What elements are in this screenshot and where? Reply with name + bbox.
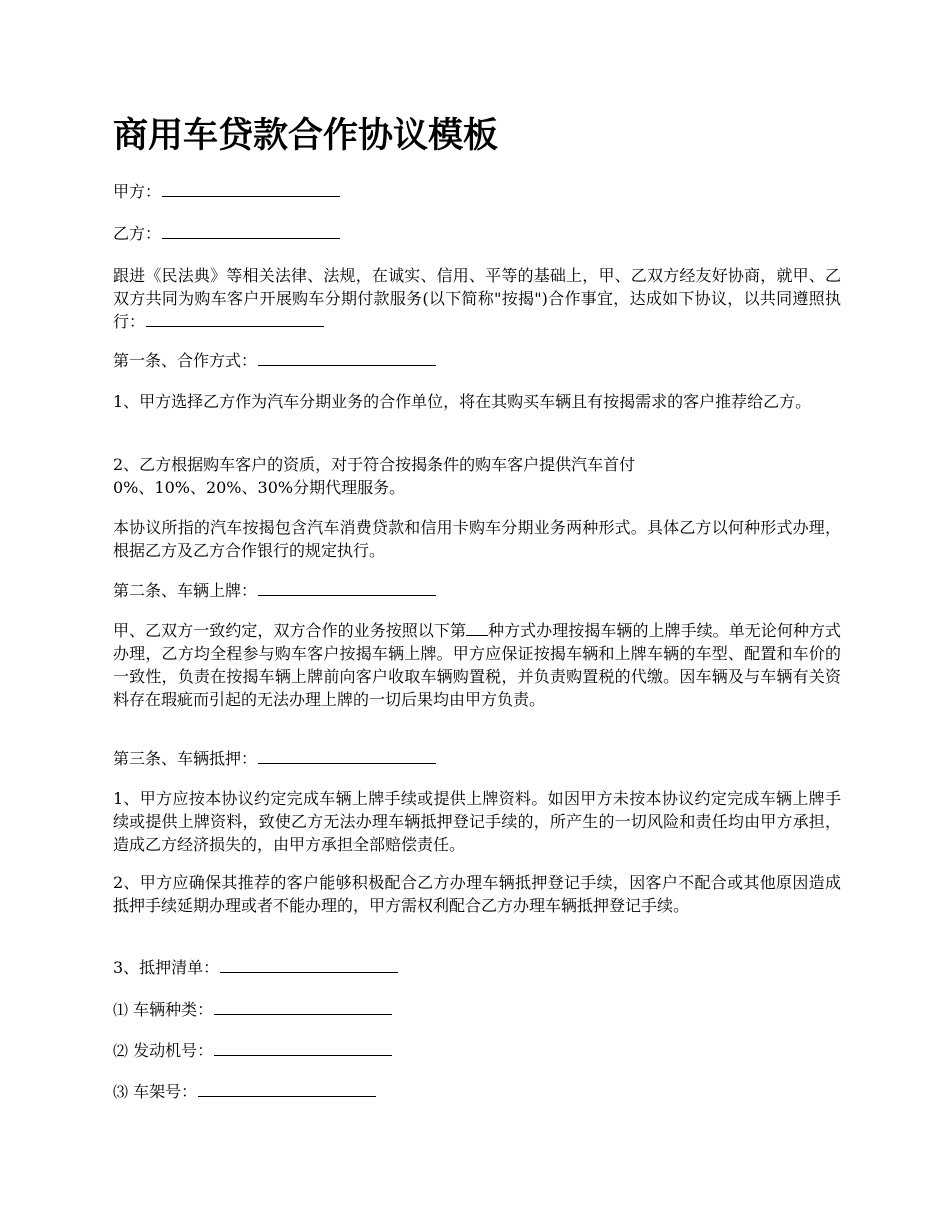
article3-clause3-heading: 3、抵押清单：	[113, 958, 220, 977]
intro-paragraph	[113, 264, 841, 333]
mortgage-item	[113, 998, 392, 1022]
party-b-line	[113, 222, 340, 245]
party-a-blank	[162, 182, 340, 197]
article3-heading-line	[113, 747, 436, 770]
article1-heading-line	[113, 349, 436, 372]
mortgage-item-number: ⑵	[113, 1042, 129, 1060]
article1-clause2-line1: 2、乙方根据购车客户的资质，对于符合按揭条件的购车客户提供汽车首付	[113, 455, 636, 474]
party-a-line	[113, 180, 340, 203]
article3-clause3-line	[113, 956, 398, 979]
document-title: 商用车贷款合作协议模板	[113, 116, 499, 156]
mortgage-item	[113, 1080, 376, 1104]
mortgage-item-number: ⑶	[113, 1083, 129, 1101]
article2-text-before: 甲、乙双方一致约定，双方合作的业务按照以下第	[113, 621, 466, 640]
article3-clause3-blank	[220, 958, 398, 973]
article2-text-after: 种方式办理按揭车辆的上牌手续。单无论何种方式办理，乙方均全程参与购车客户按揭车辆上牌。甲方应保证按揭车辆和上牌车辆的车型、配置和车价的一致性，负责在按揭车辆上牌前向客户收取车辆购置税，并负责购置税的代缴。因车辆及与车辆有关资料存在瑕疵而引起的无法办理上牌的一切后果均由甲方负责。	[113, 621, 841, 709]
intro-text: 跟进《民法典》等相关法律、法规，在诚实、信用、平等的基础上，甲、乙双方经友好协商，就甲、乙双方共同为购车客户开展购车分期付款服务(以下简称"按揭")合作事宜，达成如下协议，以共同遵照执行：	[113, 266, 841, 331]
article1-blank	[258, 351, 436, 366]
mortgage-item	[113, 1039, 392, 1063]
article1-note: 本协议所指的汽车按揭包含汽车消费贷款和信用卡购车分期业务两种形式。具体乙方以何种形式办理，根据乙方及乙方合作银行的规定执行。	[113, 518, 841, 560]
party-b-label: 乙方：	[113, 224, 162, 243]
article2-blank	[258, 581, 436, 596]
article1-clause2-line2: 0%、10%、20%、30%分期代理服务。	[113, 478, 406, 497]
article2-heading-line	[113, 579, 436, 602]
article1-heading: 第一条、合作方式：	[113, 351, 258, 370]
article3-clause1: 1、甲方应按本协议约定完成车辆上牌手续或提供上牌资料。如因甲方未按本协议约定完成车辆上牌手续或提供上牌资料，致使乙方无法办理车辆抵押登记手续的，所产生的一切风险和责任均由甲方承担，造成乙方经济损失的，由甲方承担全部赔偿责任。	[113, 789, 841, 854]
mortgage-item-label: 车架号：	[128, 1082, 198, 1101]
article2-paragraph	[113, 619, 841, 711]
article3-blank	[258, 749, 436, 764]
article1-clause1: 1、甲方选择乙方作为汽车分期业务的合作单位，将在其购买车辆且有按揭需求的客户推荐给乙方。	[113, 392, 812, 411]
mortgage-item-blank	[214, 1000, 392, 1015]
article3-heading: 第三条、车辆抵押：	[113, 749, 258, 768]
party-b-blank	[162, 224, 340, 239]
mortgage-item-number: ⑴	[113, 1001, 129, 1019]
mortgage-item-blank	[198, 1082, 376, 1097]
mortgage-item-label: 车辆种类：	[128, 1000, 214, 1019]
article2-heading: 第二条、车辆上牌：	[113, 581, 258, 600]
mortgage-item-label: 发动机号：	[128, 1041, 214, 1060]
party-a-label: 甲方：	[113, 182, 162, 201]
article2-inline-blank	[466, 621, 488, 636]
article3-clause2: 2、甲方应确保其推荐的客户能够积极配合乙方办理车辆抵押登记手续，因客户不配合或其他原因造成抵押手续延期办理或者不能办理的，甲方需权利配合乙方办理车辆抵押登记手续。	[113, 873, 841, 915]
intro-blank	[146, 312, 324, 327]
mortgage-item-blank	[214, 1041, 392, 1056]
